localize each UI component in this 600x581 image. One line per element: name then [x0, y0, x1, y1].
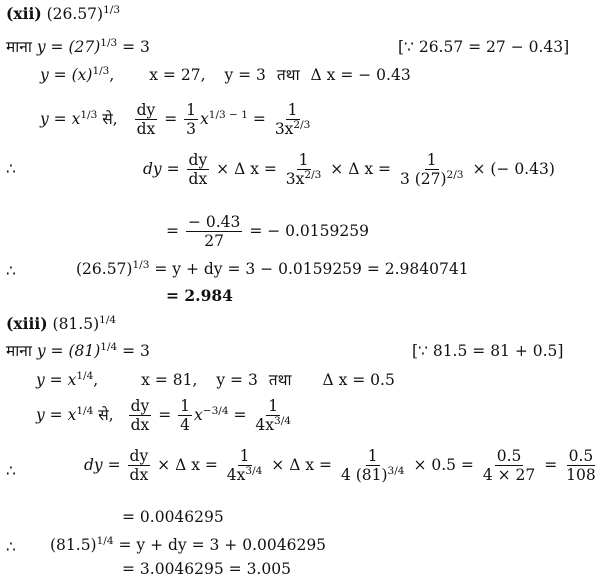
function-def: $y = x^{1/4}$, [36, 370, 99, 389]
differential-line: dy = $\frac{dy}{dx}$ × Δ x = $\frac{1}{3x^{2/3}}$ × Δ x = $\frac{1}{3 (27)^{2/3}}$ × (− 0.43) [143, 151, 555, 189]
x-value: x = 81, [141, 371, 198, 389]
dy-dx-fraction: $\frac{dy}{dx}$ [188, 151, 208, 189]
coefficient-fraction: $\frac{1}{4}$ [180, 397, 191, 435]
assumption-line [6, 341, 150, 360]
part-xii-heading [6, 6, 120, 23]
mana-word: माना [6, 38, 32, 56]
tatha-word: तथा [276, 66, 300, 84]
final-result-line: $(26.57)^{1/3} = y$ + dy = 3 − 0.0159259 = 2.9840741 [76, 259, 469, 278]
simplified-fraction: $\frac{0.5}{108}$ [566, 447, 596, 485]
function-def: $y = (x)^{1/3}$, [40, 65, 115, 84]
differential-line: dy = $\frac{dy}{dx}$ × Δ x = $\frac{1}{4x^{3/4}}$ × Δ x = $\frac{1}{4 (81)^{3/4}}$ × 0.5 = $\frac{0.5}{4 \times 27}$ = $\frac{0.5}{108}$ [84, 447, 596, 485]
dy-dx-fraction: $\frac{dy}{dx}$ [130, 397, 150, 435]
part-label: (xii) [6, 4, 42, 23]
assumption-expression: $y = (81)^{1/4} = 3$ [36, 341, 150, 360]
coefficient-fraction: $\frac{1}{3}$ [186, 101, 197, 139]
therefore-symbol: ∴ [6, 160, 16, 178]
assumption-expression: $y = (27)^{1/3} = 3$ [36, 37, 150, 56]
reason-note: [∵ 81.5 = 81 + 0.5] [412, 342, 564, 360]
derivative-result-fraction: $\frac{1}{3x^{2/3}}$ [274, 101, 311, 139]
derivative-line: $y = x^{1/4}$ से, $\frac{dy}{dx}$ = $\frac{1}{4}$ $x^{-3/4}$ = $\frac{1}{4x^{3/4}}$ [36, 397, 291, 435]
therefore-symbol: ∴ [6, 462, 16, 480]
y-value: y = 3 [216, 371, 258, 389]
function-power: $y = x^{1/3}$ [40, 108, 98, 128]
final-approx-value: = 3.0046295 = 3.005 [122, 560, 291, 578]
final-approx-value: = 2.984 [166, 286, 233, 305]
mana-word: माना [6, 342, 32, 360]
tatha-word: तथा [268, 371, 292, 389]
product-fraction: $\frac{0.5}{4 \times 27}$ [482, 447, 536, 485]
heading-expression: $(26.57)^{1/3}$ [46, 4, 121, 23]
delta-x-value: Δ x = − 0.43 [310, 66, 411, 84]
value-fraction: $\frac{- 0.43}{27}$ [187, 213, 241, 251]
part-xiii-heading [6, 316, 116, 333]
heading-expression: $(81.5)^{1/4}$ [52, 314, 117, 333]
therefore-symbol: ∴ [6, 262, 16, 280]
differential-result: = 0.0046295 [122, 508, 224, 526]
substituted-fraction: $\frac{1}{3 (27)^{2/3}}$ [399, 151, 464, 189]
inverse-power-fraction: $\frac{1}{3x^{2/3}}$ [285, 151, 322, 189]
given-values-line [40, 65, 411, 84]
y-value: y = 3 [224, 66, 266, 84]
derivative-line: $y = x^{1/3}$ से, $\frac{dy}{dx}$ = $\frac{1}{3}$ $x^{1/3 - 1}$ = $\frac{1}{3x^{2/3}}$ [40, 101, 311, 139]
differential-result: = − 0.0159259 [249, 221, 369, 240]
se-word: से, [102, 109, 118, 128]
part-label: (xiii) [6, 314, 48, 333]
dy-dx-fraction: $\frac{dy}{dx}$ [129, 447, 149, 485]
reason-note: [∵ 26.57 = 27 − 0.43] [398, 38, 570, 56]
function-power: $y = x^{1/4}$ [36, 404, 94, 424]
inverse-power-fraction: $\frac{1}{4x^{3/4}}$ [226, 447, 263, 485]
delta-x-value: Δ x = 0.5 [322, 371, 395, 389]
se-word: से, [98, 405, 114, 424]
substituted-fraction: $\frac{1}{4 (81)^{3/4}}$ [340, 447, 405, 485]
x-value: x = 27, [149, 66, 206, 84]
dy-dx-fraction: $\frac{dy}{dx}$ [136, 101, 156, 139]
differential-value-line: = $\frac{- 0.43}{27}$ = − 0.0159259 [166, 213, 369, 251]
therefore-symbol: ∴ [6, 538, 16, 556]
derivative-result-fraction: $\frac{1}{4x^{3/4}}$ [255, 397, 291, 435]
assumption-line [6, 37, 150, 56]
final-result-line: $(81.5)^{1/4} = y$ + dy = 3 + 0.0046295 [50, 535, 327, 554]
given-values-line [36, 370, 395, 389]
